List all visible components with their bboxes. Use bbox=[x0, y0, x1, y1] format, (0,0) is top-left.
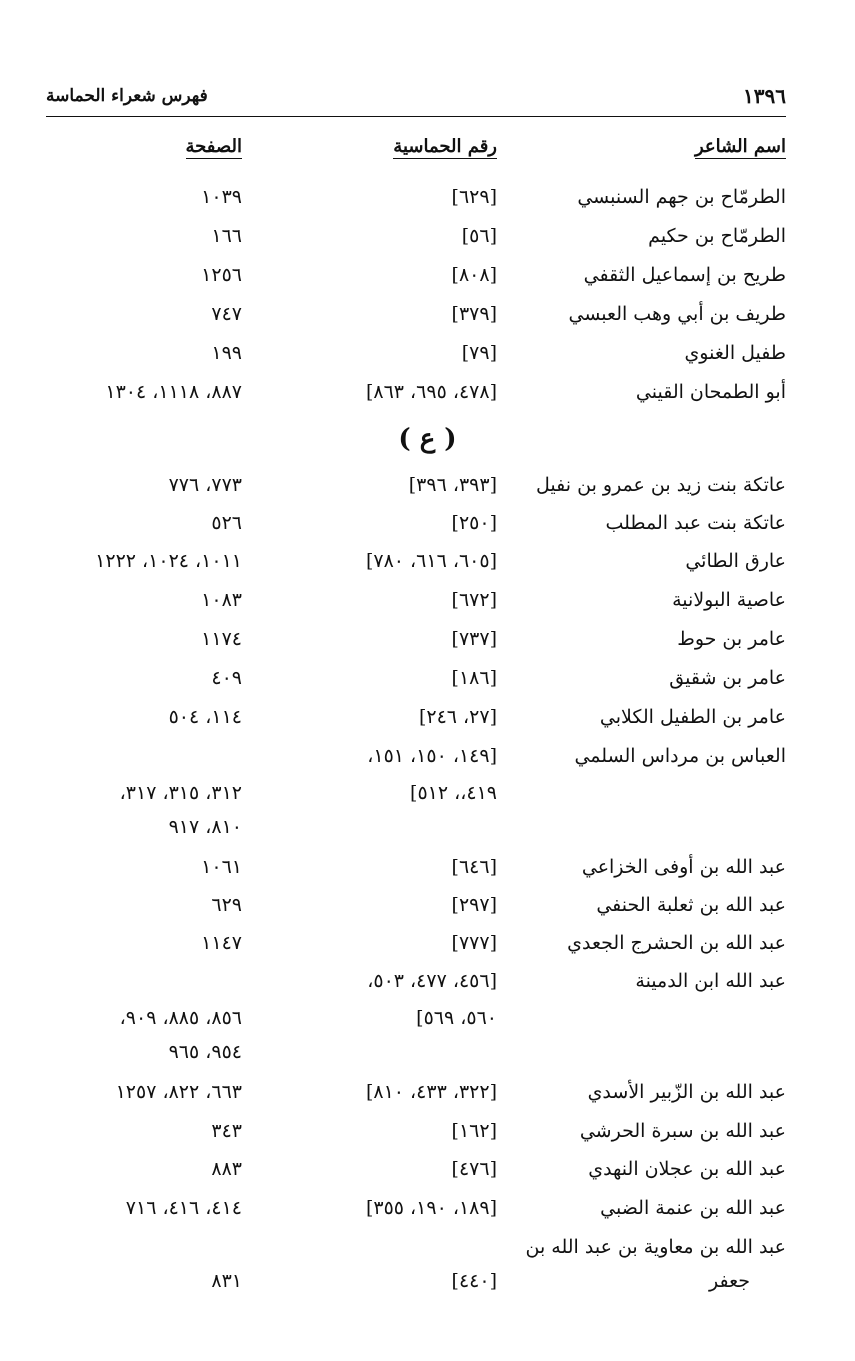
index-row bbox=[0, 1041, 855, 1075]
poet-name: عارق الطائي bbox=[685, 550, 786, 572]
index-row bbox=[0, 667, 855, 701]
poet-name: عبد الله بن الحشرج الجعدي bbox=[567, 932, 786, 954]
poet-name: عبد الله بن عجلان النهدي bbox=[588, 1158, 786, 1180]
index-row bbox=[0, 970, 855, 1004]
page-reference: ١٠٦١ bbox=[201, 856, 242, 878]
page-reference: ١٠٨٣ bbox=[201, 589, 242, 611]
index-row bbox=[0, 186, 855, 220]
poet-name: عبد الله بن معاوية بن عبد الله بن bbox=[525, 1236, 786, 1258]
index-row bbox=[0, 342, 855, 376]
page-reference: ٨٣١ bbox=[211, 1270, 242, 1292]
hamasa-number: [٤٥٦، ٤٧٧، ٥٠٣، bbox=[367, 970, 497, 992]
hamasa-number: [٤٧٦] bbox=[451, 1158, 497, 1180]
column-header-page: الصفحة bbox=[185, 136, 242, 157]
poet-name: عاصية البولانية bbox=[672, 589, 786, 611]
page-reference: ٣٤٣ bbox=[211, 1120, 242, 1142]
page-number: ١٣٩٦ bbox=[743, 84, 786, 108]
hamasa-number: [٧٧٧] bbox=[451, 932, 497, 954]
index-row bbox=[0, 1081, 855, 1115]
poet-name: أبو الطمحان القيني bbox=[635, 381, 786, 403]
page-reference: ١٠٣٩ bbox=[201, 186, 242, 208]
poet-name: العباس بن مرداس السلمي bbox=[574, 745, 786, 767]
page-reference: ٨٨٧، ١١١٨، ١٣٠٤ bbox=[105, 381, 242, 403]
index-row bbox=[0, 745, 855, 779]
page-reference: ٧٤٧ bbox=[211, 303, 242, 325]
page-reference: ٤٠٩ bbox=[211, 667, 242, 689]
hamasa-number: [٧٩] bbox=[461, 342, 497, 364]
hamasa-number: ٤١٩،، ٥١٢] bbox=[410, 782, 497, 804]
index-row bbox=[0, 706, 855, 740]
poet-name: عبد الله بن ثعلبة الحنفي bbox=[596, 894, 786, 916]
index-row bbox=[0, 932, 855, 966]
page-reference: ١١٧٤ bbox=[201, 628, 242, 650]
index-row bbox=[0, 1007, 855, 1041]
column-header-poet-name: اسم الشاعر bbox=[694, 136, 786, 157]
index-row bbox=[0, 782, 855, 816]
page-reference: ٨١٠، ٩١٧ bbox=[168, 816, 242, 838]
hamasa-number: [١٨٦] bbox=[451, 667, 497, 689]
page-reference: ٦٦٣، ٨٢٢، ١٢٥٧ bbox=[115, 1081, 242, 1103]
poet-name: الطرمّاح بن حكيم bbox=[648, 225, 786, 247]
index-row bbox=[0, 816, 855, 850]
poet-name: جعفر bbox=[708, 1270, 750, 1292]
poet-name: عبد الله بن أوفى الخزاعي bbox=[581, 856, 786, 878]
index-row bbox=[0, 225, 855, 259]
index-row bbox=[0, 589, 855, 623]
hamasa-number: [٨٠٨] bbox=[451, 264, 497, 286]
poet-name: عامر بن حوط bbox=[677, 628, 786, 650]
page-reference: ٨٥٦، ٨٨٥، ٩٠٩، bbox=[119, 1007, 242, 1029]
page-reference: ١١٤٧ bbox=[201, 932, 242, 954]
index-row bbox=[0, 303, 855, 337]
hamasa-number: [٣٩٣، ٣٩٦] bbox=[408, 474, 497, 496]
hamasa-number: [١٦٢] bbox=[451, 1120, 497, 1142]
page-reference: ٥٢٦ bbox=[211, 512, 242, 534]
page-reference: ٣١٢، ٣١٥، ٣١٧، bbox=[119, 782, 242, 804]
hamasa-number: [١٤٩، ١٥٠، ١٥١، bbox=[367, 745, 497, 767]
hamasa-number: [٥٦] bbox=[461, 225, 497, 247]
poet-name: طفيل الغنوي bbox=[684, 342, 786, 364]
page-reference: ٧٧٣، ٧٧٦ bbox=[168, 474, 242, 496]
poet-name: طريف بن أبي وهب العبسي bbox=[568, 303, 786, 325]
hamasa-number: [٢٥٠] bbox=[451, 512, 497, 534]
hamasa-number: [٢٩٧] bbox=[451, 894, 497, 916]
page-reference: ٨٨٣ bbox=[211, 1158, 242, 1180]
index-row bbox=[0, 550, 855, 584]
running-title: فهرس شعراء الحماسة bbox=[46, 86, 208, 106]
poet-name: طريح بن إسماعيل الثقفي bbox=[583, 264, 786, 286]
page-reference: ١٠١١، ١٠٢٤، ١٢٢٢ bbox=[95, 550, 242, 572]
index-row bbox=[0, 628, 855, 662]
index-row bbox=[0, 264, 855, 298]
page-reference: ١٩٩ bbox=[211, 342, 242, 364]
poet-name: عاتكة بنت زيد بن عمرو بن نفيل bbox=[536, 474, 786, 496]
index-row bbox=[0, 1270, 855, 1304]
index-row bbox=[0, 512, 855, 546]
index-row bbox=[0, 856, 855, 890]
poet-name: عبد الله بن الزّبير الأسدي bbox=[587, 1081, 786, 1103]
section-letter-heading: ( ع ) bbox=[398, 424, 457, 454]
hamasa-number: [٦٧٢] bbox=[451, 589, 497, 611]
index-row bbox=[0, 1120, 855, 1154]
page-reference: ١١٤، ٥٠٤ bbox=[168, 706, 242, 728]
poet-name: الطرمّاح بن جهم السنبسي bbox=[577, 186, 786, 208]
hamasa-number: [٧٣٧] bbox=[451, 628, 497, 650]
poet-name: عبد الله ابن الدمينة bbox=[635, 970, 786, 992]
column-header-hamasa-number: رقم الحماسية bbox=[393, 136, 497, 157]
index-row bbox=[0, 474, 855, 508]
index-row bbox=[0, 1158, 855, 1192]
page-reference: ٩٥٤، ٩٦٥ bbox=[168, 1041, 242, 1063]
poet-name: عامر بن الطفيل الكلابي bbox=[599, 706, 786, 728]
hamasa-number: [٤٤٠] bbox=[451, 1270, 497, 1292]
header-rule bbox=[46, 116, 786, 117]
poet-name: عبد الله بن سبرة الحرشي bbox=[579, 1120, 786, 1142]
running-head bbox=[46, 84, 786, 114]
poet-name: عاتكة بنت عبد المطلب bbox=[605, 512, 786, 534]
index-row bbox=[0, 1197, 855, 1231]
hamasa-number: [٦٠٥، ٦١٦، ٧٨٠] bbox=[365, 550, 497, 572]
page-reference: ١٢٥٦ bbox=[201, 264, 242, 286]
hamasa-number: [١٨٩، ١٩٠، ٣٥٥] bbox=[365, 1197, 497, 1219]
hamasa-number: ٥٦٠، ٥٦٩] bbox=[416, 1007, 497, 1029]
poet-name: عامر بن شقيق bbox=[669, 667, 786, 689]
hamasa-number: [٤٧٨، ٦٩٥، ٨٦٣] bbox=[365, 381, 497, 403]
page-reference: ٦٢٩ bbox=[211, 894, 242, 916]
index-row bbox=[0, 1236, 855, 1270]
page-reference: ٤١٤، ٤١٦، ٧١٦ bbox=[125, 1197, 242, 1219]
page-reference: ١٦٦ bbox=[211, 225, 242, 247]
index-row bbox=[0, 381, 855, 415]
hamasa-number: [٣٧٩] bbox=[451, 303, 497, 325]
index-row bbox=[0, 894, 855, 928]
hamasa-number: [٢٧، ٢٤٦] bbox=[418, 706, 497, 728]
hamasa-number: [٣٢٢، ٤٣٣، ٨١٠] bbox=[365, 1081, 497, 1103]
poet-name: عبد الله بن عنمة الضبي bbox=[600, 1197, 786, 1219]
hamasa-number: [٦٢٩] bbox=[451, 186, 497, 208]
hamasa-number: [٦٤٦] bbox=[451, 856, 497, 878]
